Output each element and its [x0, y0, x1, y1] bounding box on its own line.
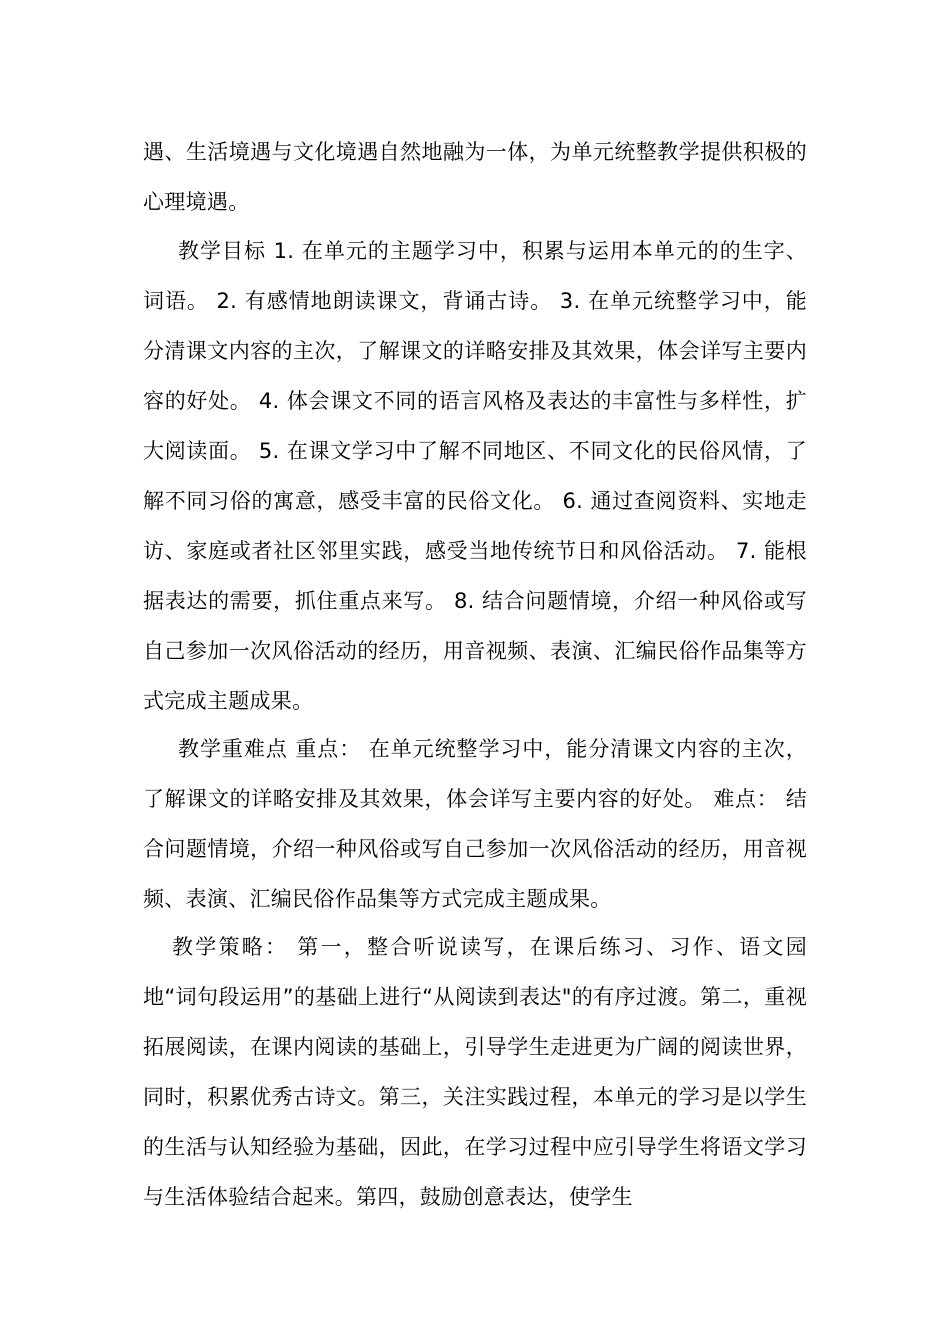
- paragraph-key-difficulties: 教学重难点 重点： 在单元统整学习中，能分清课文内容的主次，了解课文的详略安排及其效果，体会详写主要内容的好处。 难点： 结合问题情境，介绍一种风俗或写自己参加一次风俗活动的经历，用音视频、表演、汇编民俗作品集等方式完成主题成果。: [143, 737, 807, 911]
- paragraph-context-continuation: 遇、生活境遇与文化境遇自然地融为一体，为单元统整教学提供积极的心理境遇。: [143, 140, 807, 214]
- paragraph-teaching-strategies: 教学策略： 第一，整合听说读写，在课后练习、习作、语文园地“词句段运用”的基础上进行“从阅读到表达"的有序过渡。第二，重视拓展阅读，在课内阅读的基础上，引导学生走进更为广阔的阅读世界，同时，积累优秀古诗文。第三，关注实践过程，本单元的学习是以学生的生活与认知经验为基础，因此，在学习过程中应引导学生将语文学习与生活体验结合起来。第四，鼓励创意表达，使学生: [143, 935, 807, 1209]
- paragraph-teaching-objectives: 教学目标 1. 在单元的主题学习中，积累与运用本单元的的生字、词语。 2. 有感情地朗读课文，背诵古诗。 3. 在单元统整学习中，能分清课文内容的主次，了解课文的详略安排及其效果，体会详写主要内容的好处。 4. 体会课文不同的语言风格及表达的丰富性与多样性，扩大阅读面。 5. 在课文学习中了解不同地区、不同文化的民俗风情，了解不同习俗的寓意，感受丰富的民俗文化。 6. 通过查阅资料、实地走访、家庭或者社区邻里实践，感受当地传统节日和风俗活动。 7. 能根据表达的需要，抓住重点来写。 8. 结合问题情境，介绍一种风俗或写自己参加一次风俗活动的经历，用音视频、表演、汇编民俗作品集等方式完成主题成果。: [143, 239, 807, 713]
